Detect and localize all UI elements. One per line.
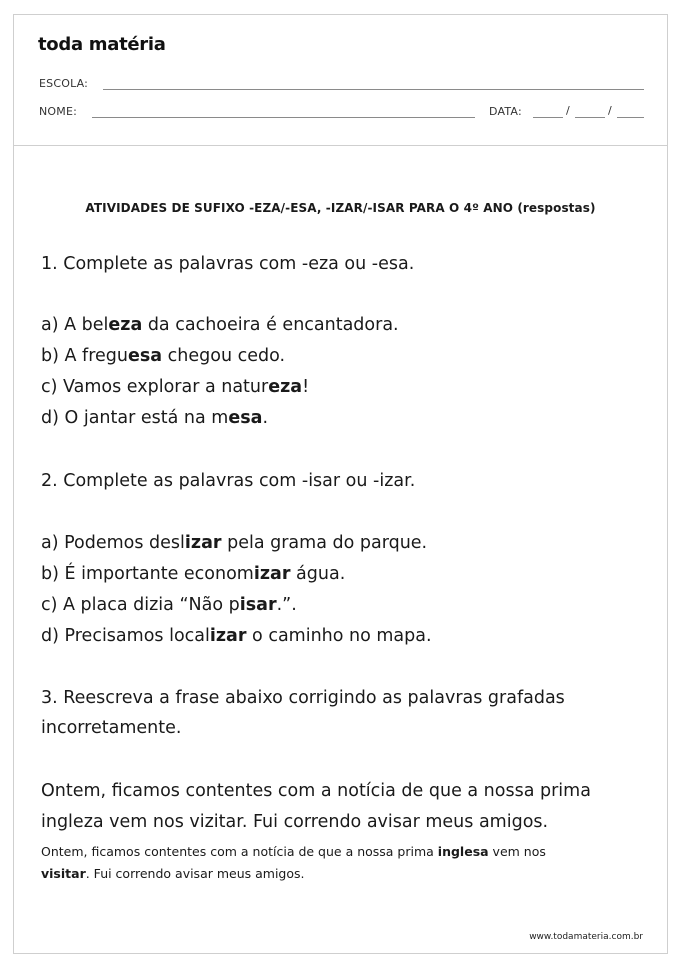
data-label: DATA: (489, 105, 522, 118)
question-3-sentence-line-1: Ontem, ficamos contentes com a notícia de que a nossa prima (41, 781, 591, 801)
date-year-field[interactable] (617, 117, 644, 118)
question-2-prompt: 2. Complete as palavras com -isar ou -izar. (41, 471, 416, 491)
escola-field[interactable] (103, 89, 644, 90)
question-3-sentence-line-2: ingleza vem nos vizitar. Fui correndo avisar meus amigos. (41, 812, 549, 832)
header-divider (13, 145, 668, 146)
question-2-item-c: c) A placa dizia “Não pisar.”. (41, 595, 297, 615)
question-1-item-b: b) A freguesa chegou cedo. (41, 346, 286, 366)
question-3-answer-line-1: Ontem, ficamos contentes com a notícia de que a nossa prima inglesa vem nos (41, 844, 546, 859)
question-2-item-b: b) É importante economizar água. (41, 564, 346, 584)
question-2-item-d: d) Precisamos localizar o caminho no mapa. (41, 626, 432, 646)
question-2-item-a: a) Podemos deslizar pela grama do parque. (41, 533, 428, 553)
question-3-prompt-line-2: incorretamente. (41, 718, 182, 738)
question-3-answer-line-2: visitar. Fui correndo avisar meus amigos. (41, 866, 305, 881)
date-day-field[interactable] (533, 117, 563, 118)
question-1-item-a: a) A beleza da cachoeira é encantadora. (41, 315, 399, 335)
date-separator: / (608, 104, 612, 117)
nome-label: NOME: (39, 105, 78, 118)
nome-field[interactable] (92, 117, 475, 118)
question-1-prompt: 1. Complete as palavras com -eza ou -esa. (41, 254, 415, 274)
question-3-prompt-line-1: 3. Reescreva a frase abaixo corrigindo as palavras grafadas (41, 688, 565, 708)
date-month-field[interactable] (575, 117, 605, 118)
escola-label: ESCOLA: (39, 77, 89, 90)
logo: toda matéria (38, 34, 166, 55)
question-1-item-c: c) Vamos explorar a natureza! (41, 377, 310, 397)
footer-website: www.todamateria.com.br (529, 932, 643, 942)
question-1-item-d: d) O jantar está na mesa. (41, 408, 269, 428)
page-title: ATIVIDADES DE SUFIXO -EZA/-ESA, -IZAR/-ISAR PARA O 4º ANO (respostas) (85, 201, 596, 215)
date-separator: / (566, 104, 570, 117)
